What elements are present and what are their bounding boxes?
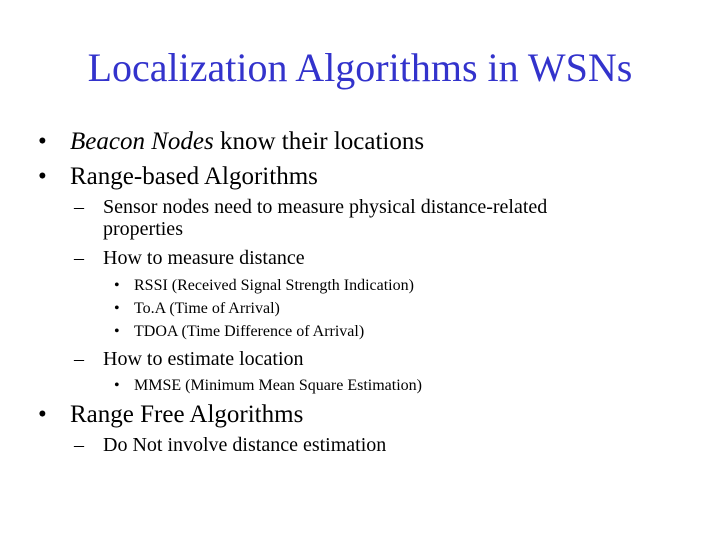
bullet-dot: • bbox=[38, 128, 47, 155]
list-item-range-based: Range-based Algorithms bbox=[70, 163, 318, 190]
list-item-measure-properties-cont: properties bbox=[103, 218, 183, 240]
list-item-beacon-nodes bbox=[70, 127, 424, 157]
list-item-measure-properties: Sensor nodes need to measure physical distance-related bbox=[103, 196, 548, 218]
bullet-dash: – bbox=[74, 196, 84, 218]
list-item-toa: To.A (Time of Arrival) bbox=[134, 300, 280, 317]
list-item-no-distance: Do Not involve distance estimation bbox=[103, 434, 387, 456]
list-item-range-free: Range Free Algorithms bbox=[70, 401, 304, 428]
list-item-how-measure: How to measure distance bbox=[103, 247, 305, 269]
list-item-rssi: RSSI (Received Signal Strength Indication) bbox=[134, 277, 414, 294]
list-item-mmse: MMSE (Minimum Mean Square Estimation) bbox=[134, 377, 422, 394]
bullet-dot: • bbox=[114, 300, 120, 317]
bullet-dot: • bbox=[114, 277, 120, 294]
beacon-nodes-term: Beacon Nodes bbox=[70, 128, 214, 155]
bullet-dot: • bbox=[38, 163, 47, 190]
beacon-nodes-text: know their locations bbox=[213, 128, 425, 155]
bullet-dash: – bbox=[74, 348, 84, 370]
slide-title: Localization Algorithms in WSNs bbox=[87, 45, 633, 90]
bullet-dot: • bbox=[114, 323, 120, 340]
list-item-tdoa: TDOA (Time Difference of Arrival) bbox=[134, 323, 365, 340]
list-item-how-estimate: How to estimate location bbox=[103, 348, 304, 370]
bullet-dot: • bbox=[114, 377, 120, 394]
bullet-dot: • bbox=[38, 401, 47, 428]
bullet-dash: – bbox=[74, 434, 84, 456]
bullet-dash: – bbox=[74, 247, 84, 269]
